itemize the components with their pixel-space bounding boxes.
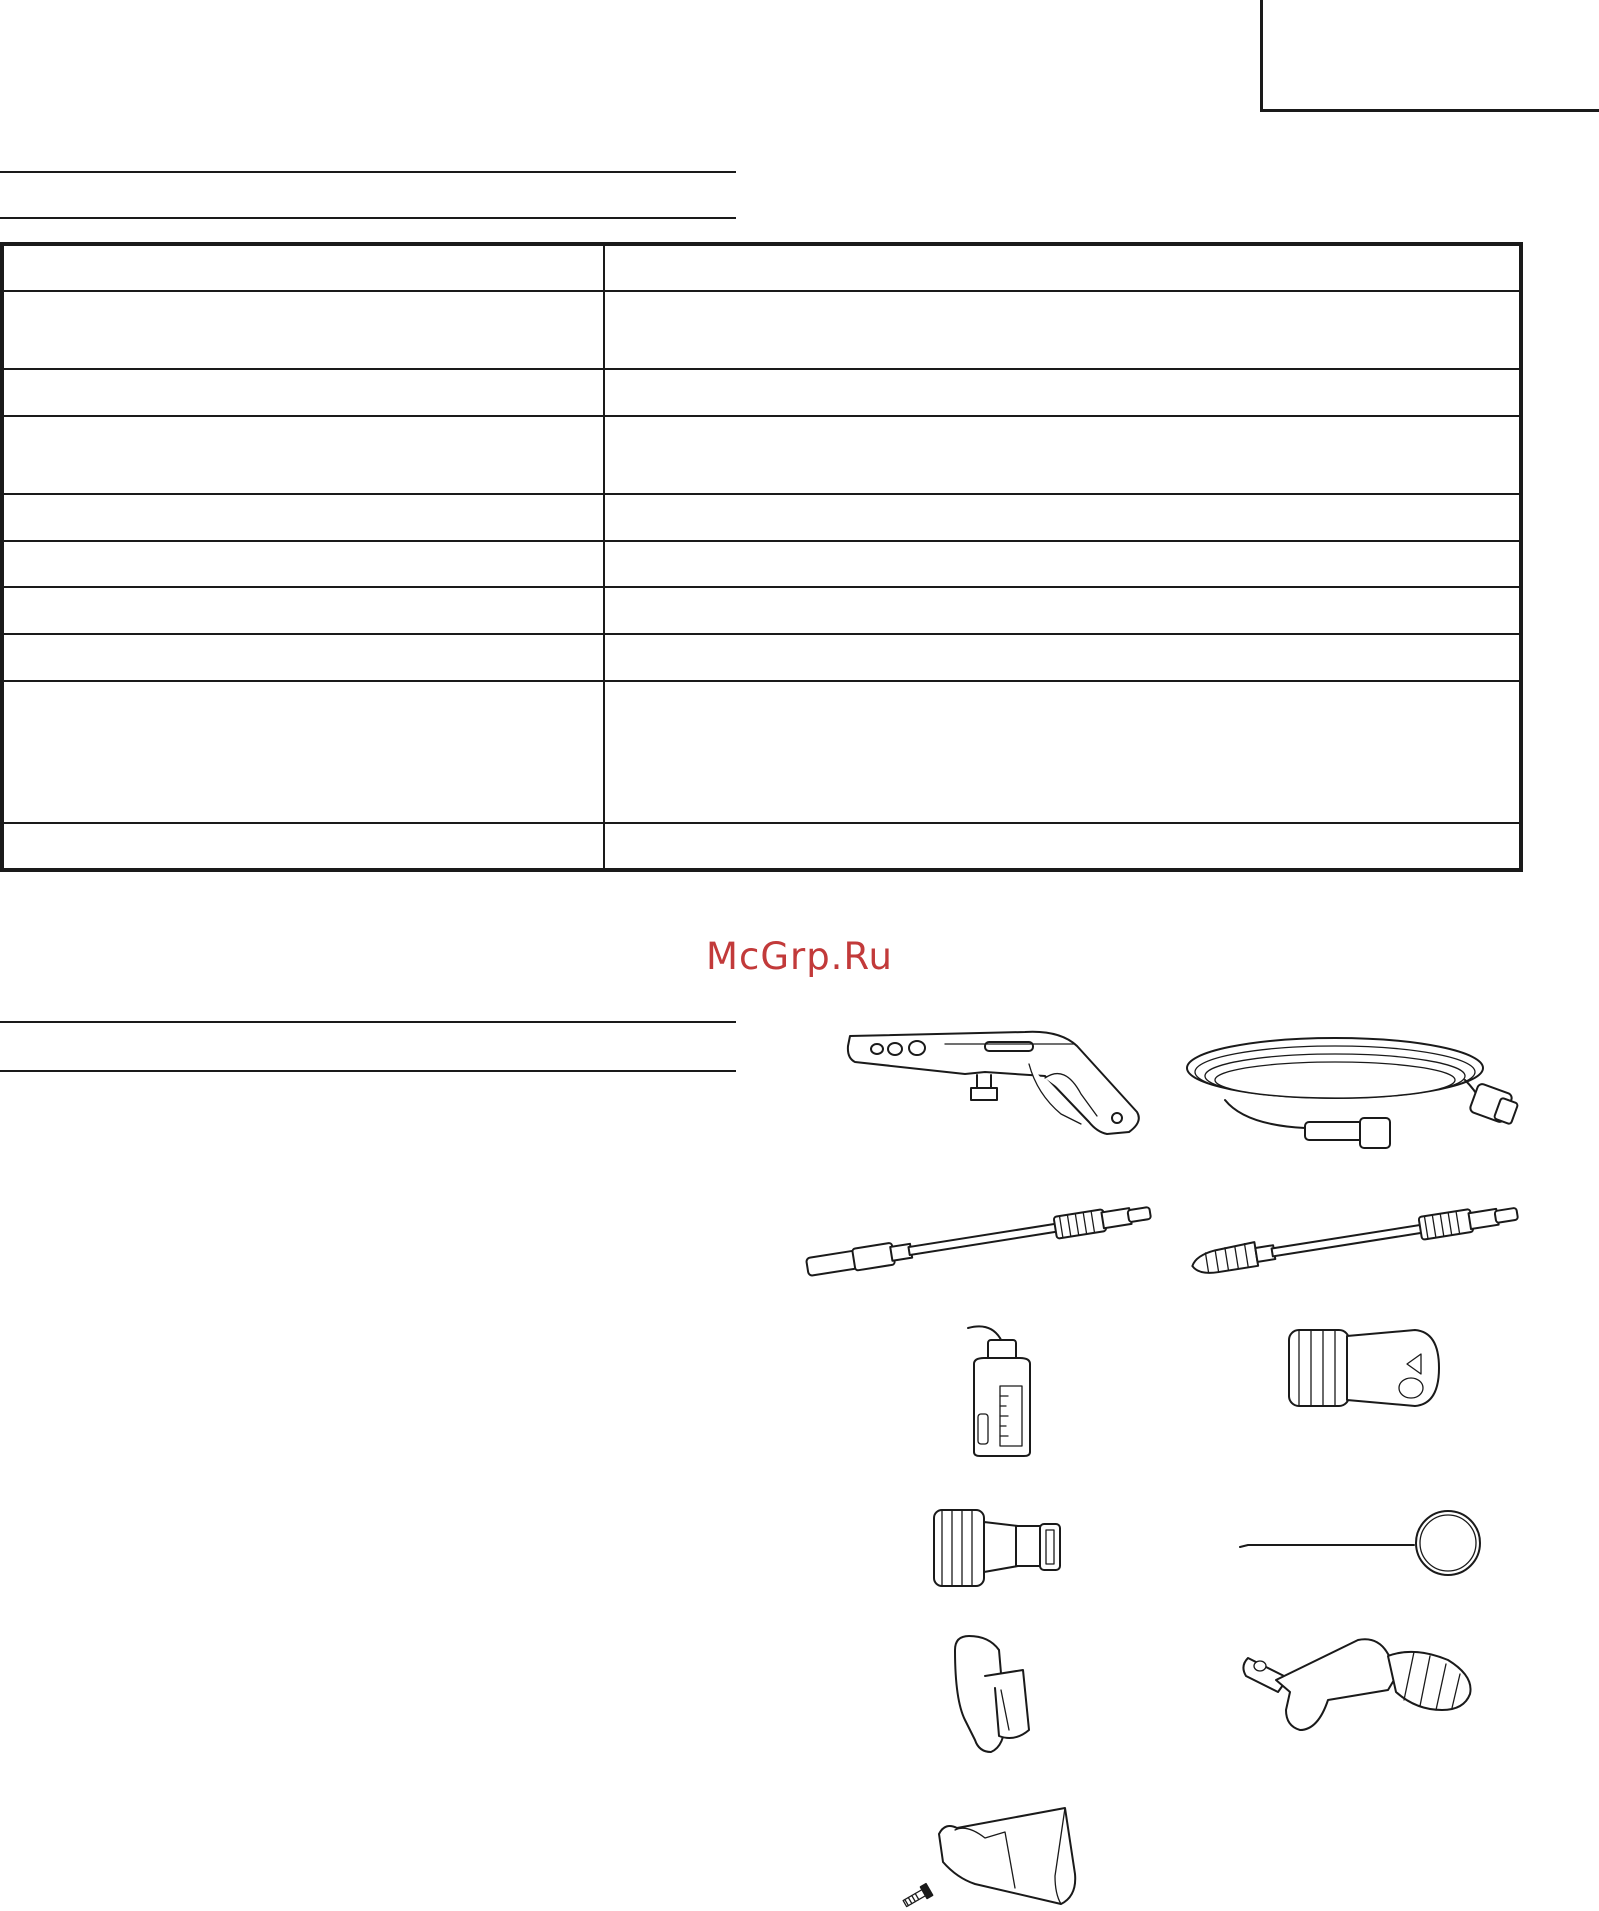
spec-label [2, 634, 604, 681]
table-row [2, 494, 1521, 541]
variable-nozzle-lance-icon [800, 1198, 1170, 1278]
section-rule-bottom [0, 217, 736, 219]
section-rule-top [0, 171, 736, 173]
spec-value [604, 541, 1521, 587]
spec-label [2, 681, 604, 823]
inlet-adapter-icon [928, 1502, 1068, 1592]
table-row [2, 634, 1521, 681]
spec-value [604, 291, 1521, 369]
table-row [2, 369, 1521, 416]
table-row [2, 681, 1521, 823]
spec-label [2, 494, 604, 541]
spec-label [2, 416, 604, 494]
spec-value [604, 416, 1521, 494]
table-row [2, 587, 1521, 634]
watermark: McGrp.Ru [706, 935, 893, 978]
spec-value [604, 244, 1521, 291]
spec-value [604, 369, 1521, 416]
page-number-box [1260, 0, 1599, 112]
spec-value [604, 494, 1521, 541]
hose-coupling-icon [1285, 1318, 1445, 1418]
spec-label [2, 587, 604, 634]
section-rule-top [0, 1021, 736, 1023]
lance-holder-icon [945, 1630, 1045, 1760]
table-row [2, 541, 1521, 587]
handle-icon [1238, 1630, 1488, 1750]
gun-holder-with-screw-icon [895, 1800, 1095, 1911]
spray-gun-icon [845, 1020, 1145, 1140]
spec-label [2, 369, 604, 416]
section-rule-bottom [0, 1070, 736, 1072]
table-row [2, 291, 1521, 369]
spec-value [604, 587, 1521, 634]
spec-label [2, 541, 604, 587]
high-pressure-hose-icon [1185, 1030, 1525, 1160]
rotary-nozzle-lance-icon [1185, 1198, 1530, 1278]
spec-label [2, 291, 604, 369]
nozzle-cleaning-needle-icon [1236, 1505, 1496, 1585]
specifications-table [0, 242, 1523, 872]
table-row [2, 416, 1521, 494]
spec-label [2, 244, 604, 291]
spec-value [604, 634, 1521, 681]
table-row [2, 823, 1521, 870]
spec-value [604, 681, 1521, 823]
spec-value [604, 823, 1521, 870]
table-row [2, 244, 1521, 291]
spec-label [2, 823, 604, 870]
detergent-bottle-icon [960, 1322, 1040, 1462]
